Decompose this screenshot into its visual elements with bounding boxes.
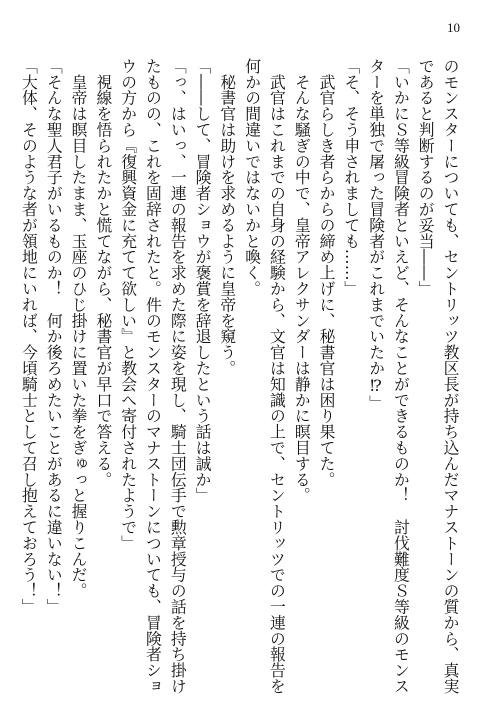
text-line: 「大体、そのような者が領地にいれば、今頃騎士として召し抱えておろう！」 [19,58,39,615]
text-line: そんな騒ぎの中で、皇帝アレクサンダーは静かに瞑目する。 [292,58,312,504]
text-line: ウの方から『復興資金に充てて欲しい』と教会へ寄付されたようで」 [118,58,138,551]
text-line: 皇帝は瞑目したまま、玉座のひじ掛けに置いた拳をぎゅっと握りこんだ。 [69,58,89,599]
text-line: 「っ、はいっ、一連の報告を求めた際に姿を現し、騎士団伝手で勲章授与の話を持ち掛け [168,58,188,694]
text-line: であると判断するのが妥当――」 [416,58,436,297]
text-line: 武官らしき者らからの締め上げに、秘書官は困り果てた。 [317,58,337,488]
text-line: 「――して、冒険者ショウが褒賞を辞退したという話は誠か」 [193,58,213,504]
text-line: 何かの間違いではないかと喚く。 [242,58,262,297]
text-line: 「いかにＳ等級冒険者といえど、そんなことができるものか！ 討伐難度Ｓ等級のモンス [391,58,411,694]
text-line: 「そ、そう申されましても……」 [341,58,361,297]
page-number: 10 [447,20,460,35]
text-line: 視線を悟られたかと慌てながら、秘書官が早口で答える。 [93,58,113,488]
text-line: 秘書官は助けを求めるように皇帝を窺う。 [217,58,237,376]
text-line: のモンスターについても、セントリッツ教区長が持ち込んだマナストーンの質から、真実 [441,58,460,694]
text-line: たものの、これを固辞されたと。件のモンスターのマナストーンについても、冒険者ショ [143,58,163,694]
text-line: 武官はこれまでの自身の経験から、文官は知識の上で、セントリッツでの一連の報告を [267,58,287,694]
text-line: 「そんな聖人君子がいるものか！ 何か後ろめたいことがあるに違いない！」 [44,58,64,615]
text-line: ターを単独で屠った冒険者がこれまでいたか⁉」 [366,58,386,411]
vertical-text-body [19,58,462,694]
